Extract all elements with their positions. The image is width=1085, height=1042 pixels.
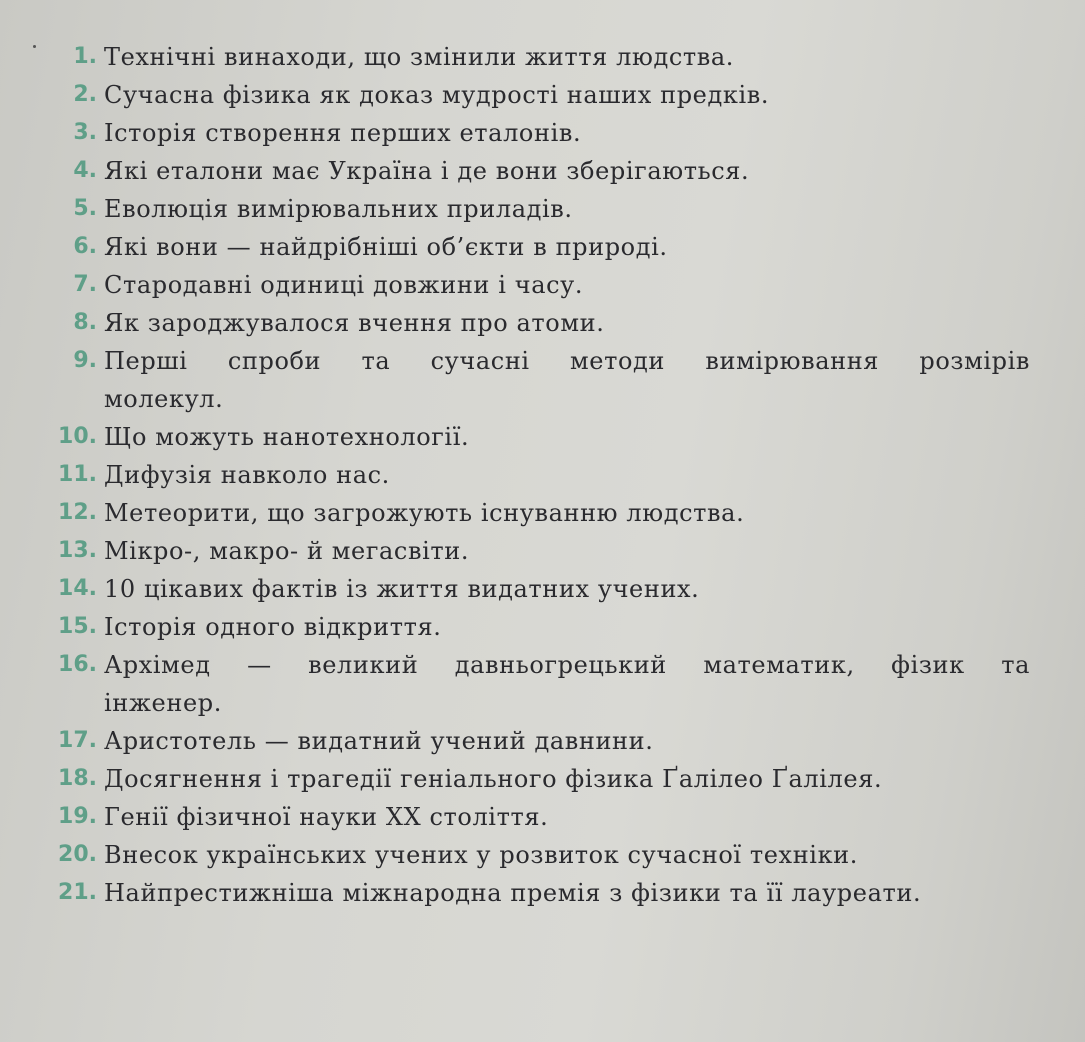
item-number: 3. [73, 120, 97, 145]
list-item [30, 266, 1050, 304]
item-number: 2. [73, 82, 97, 107]
item-text: Технічні винаходи, що змінили життя людства. [104, 43, 734, 71]
item-number: 21. [58, 880, 97, 905]
item-text: Найпрестижніша міжнародна премія з фізики та її лауреати. [104, 879, 922, 907]
item-text: Еволюція вимірювальних приладів. [104, 195, 573, 223]
item-text: Що можуть нанотехнології. [104, 423, 470, 451]
item-number: 20. [58, 842, 97, 867]
item-text: Перші спроби та сучасні методи вимірювання розмірів молекул. [104, 347, 1030, 413]
item-number: 7. [73, 272, 97, 297]
item-number: 13. [58, 538, 97, 563]
item-number: 4. [73, 158, 97, 183]
list-item [30, 760, 1050, 798]
list-item [30, 152, 1050, 190]
item-text: Історія одного відкриття. [104, 613, 442, 641]
item-number: 16. [58, 652, 97, 677]
list-item [30, 114, 1050, 152]
list-item [30, 494, 1050, 532]
item-text: Стародавні одиниці довжини і часу. [104, 271, 584, 299]
item-text: Які вони — найдрібніші об’єкти в природі. [104, 233, 668, 261]
list-item [30, 646, 1050, 722]
list-item [30, 342, 1050, 418]
list-item [30, 304, 1050, 342]
item-number: 6. [73, 234, 97, 259]
item-text: Мікро-, макро- й мегасвіти. [104, 537, 470, 565]
item-number: 12. [58, 500, 97, 525]
list-item [30, 874, 1050, 912]
item-number: 5. [73, 196, 97, 221]
list-item [30, 76, 1050, 114]
item-text: Досягнення і трагедії геніального фізика Ґалілео Ґалілея. [104, 765, 883, 793]
item-number: 19. [58, 804, 97, 829]
item-number: 8. [73, 310, 97, 335]
item-number: 17. [58, 728, 97, 753]
item-text: Як зароджувалося вчення про атоми. [104, 309, 605, 337]
list-item [30, 228, 1050, 266]
list-item [30, 570, 1050, 608]
item-number: 15. [58, 614, 97, 639]
item-text: Архімед — великий давньогрецький математик, фізик та інженер. [104, 651, 1030, 717]
list-item [30, 418, 1050, 456]
item-text: Метеорити, що загрожують існуванню людства. [104, 499, 745, 527]
item-text: Сучасна фізика як доказ мудрості наших предків. [104, 81, 770, 109]
list-item [30, 190, 1050, 228]
item-text: Історія створення перших еталонів. [104, 119, 582, 147]
list-item [30, 798, 1050, 836]
list-item [30, 608, 1050, 646]
list-item [30, 532, 1050, 570]
item-text: Генії фізичної науки XX століття. [104, 803, 549, 831]
list-item [30, 38, 1050, 76]
list-item [30, 836, 1050, 874]
item-text: Які еталони має Україна і де вони зберігаються. [104, 157, 750, 185]
item-number: 11. [58, 462, 97, 487]
item-text: Аристотель — видатний учений давнини. [104, 727, 654, 755]
item-number: 1. [73, 44, 97, 69]
list-item [30, 456, 1050, 494]
list-item [30, 722, 1050, 760]
topic-list [30, 38, 1050, 912]
item-number: 9. [73, 348, 97, 373]
item-number: 10. [58, 424, 97, 449]
item-text: 10 цікавих фактів із життя видатних учених. [104, 575, 700, 603]
item-text: Дифузія навколо нас. [104, 461, 390, 489]
item-number: 14. [58, 576, 97, 601]
item-text: Внесок українських учених у розвиток сучасної техніки. [104, 841, 858, 869]
item-number: 18. [58, 766, 97, 791]
